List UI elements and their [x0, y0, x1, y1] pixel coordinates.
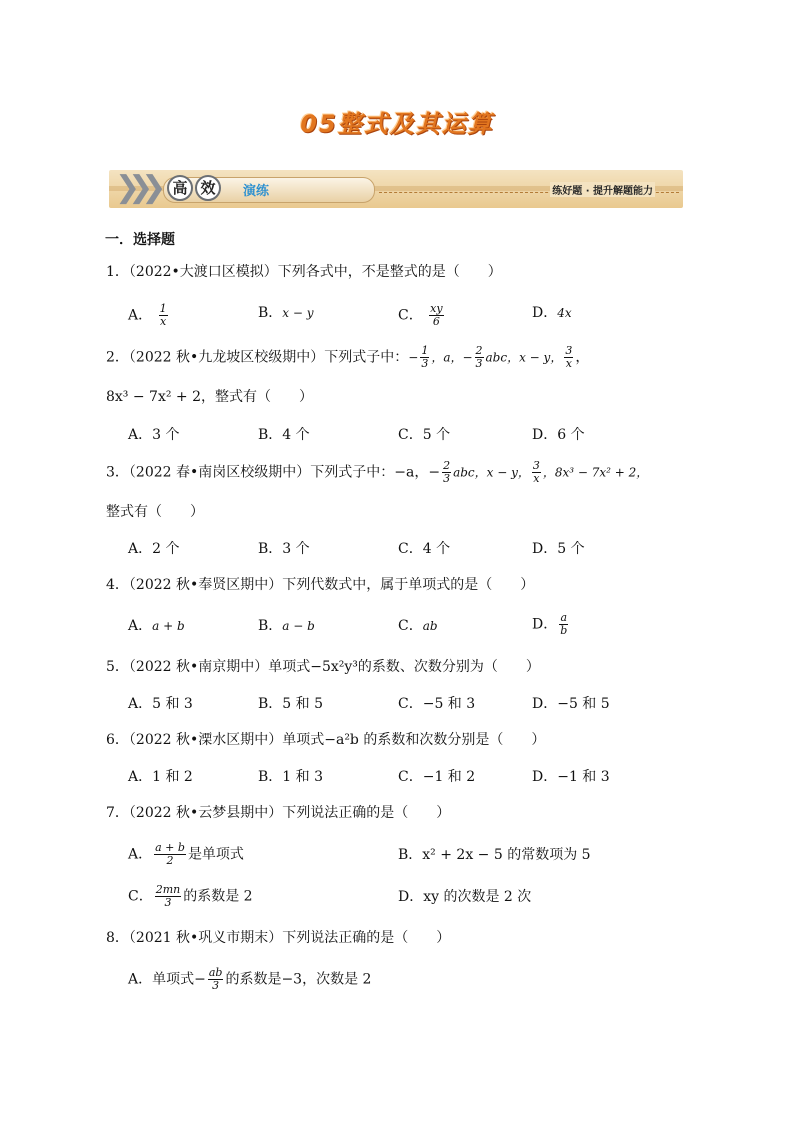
q1-option-a — [128, 303, 170, 328]
q4-b-expr: a − b — [282, 619, 315, 633]
q6-option-c: C．−1 和 2 — [398, 769, 476, 785]
q8-a-fraction — [208, 967, 224, 992]
q2-fraction-3 — [564, 345, 573, 370]
question-5-stem: 5．（2022 秋•南京期中）单项式−5x²y³的系数、次数分别为（ ） — [106, 659, 540, 675]
banner-char-2: 效 — [195, 175, 221, 201]
q1-option-c-fraction — [429, 303, 443, 328]
q1-option-a-label: A． — [128, 307, 153, 324]
banner-char-1: 高 — [167, 175, 193, 201]
q5-option-c: C．−5 和 3 — [398, 696, 476, 712]
q7-option-a — [128, 842, 244, 867]
q3-option-b: B．3 个 — [258, 541, 310, 557]
q1-option-d — [532, 303, 572, 323]
q8-a-tail: 的系数是−3，次数是 2 — [225, 971, 372, 988]
banner-slogan: 练好题 · 提升解题能力 — [550, 182, 655, 197]
q2-f2-num: 2 — [475, 344, 483, 357]
q2-fraction-1 — [420, 345, 429, 370]
q2-f1-num: 1 — [421, 344, 429, 357]
q7-option-b: B．x² + 2x − 5 的常数项为 5 — [398, 847, 591, 863]
q8-option-a — [128, 967, 371, 992]
section-heading: 一．选择题 — [105, 232, 175, 248]
q2-f1-den: 3 — [421, 357, 429, 370]
q4-a-label: A． — [128, 618, 153, 634]
q2-option-b: B．4 个 — [258, 427, 310, 443]
q4-c-label: C． — [398, 618, 423, 634]
q1-a-numerator: 1 — [159, 302, 167, 315]
chevron-decoration-icon: ❯❯❯ — [115, 170, 155, 205]
q2-fraction-2 — [475, 345, 484, 370]
q1-a-denominator: x — [159, 315, 167, 328]
q2-term-4: ， — [575, 349, 590, 366]
q7-c-tail: 的系数是 2 — [183, 888, 253, 905]
q4-d-num: a — [560, 611, 568, 624]
q7-a-num: a + b — [155, 841, 185, 854]
q3-f1-den: 3 — [443, 472, 451, 485]
q3-fraction-2 — [532, 460, 541, 485]
q1-option-a-fraction — [159, 303, 168, 328]
q1-c-denominator: 6 — [432, 315, 440, 328]
q2-f3-num: 3 — [565, 344, 573, 357]
q4-option-a — [128, 616, 185, 636]
q2-f3-den: x — [565, 357, 572, 370]
q4-d-label: D． — [532, 616, 558, 633]
q7-c-num: 2mn — [155, 883, 181, 896]
section-banner — [109, 170, 683, 208]
q2-stem-text: 2．（2022 秋•九龙坡区校级期中）下列式子中： — [106, 349, 409, 366]
q1-option-d-label: D． — [532, 305, 558, 321]
q6-option-a: A．1 和 2 — [128, 769, 193, 785]
q8-a-den: 3 — [212, 979, 220, 992]
q4-a-expr: a + b — [152, 619, 185, 633]
q1-option-b-expr: x − y — [282, 306, 314, 320]
q1-option-d-expr: 4x — [557, 306, 572, 320]
q7-c-den: 3 — [164, 896, 172, 909]
q4-d-fraction — [559, 612, 568, 637]
q5-option-d: D．−5 和 5 — [532, 696, 610, 712]
q7-c-label: C． — [128, 888, 153, 905]
q2-option-a: A．3 个 — [128, 427, 180, 443]
question-6-stem: 6．（2022 秋•溧水区期中）单项式−a²b 的系数和次数分别是（ ） — [106, 732, 546, 748]
q3-stem-text: 3．（2022 春•南岗区校级期中）下列式子中：−a，− — [106, 464, 441, 481]
q1-option-b — [258, 303, 314, 323]
question-4-stem: 4．（2022 秋•奉贤区期中）下列代数式中，属于单项式的是（ ） — [106, 577, 535, 593]
question-3-stem — [106, 460, 648, 485]
q1-option-c — [398, 303, 446, 328]
q2-term-3: abc，x − y， — [485, 350, 563, 365]
q2-line-2: 8x³ − 7x² + 2，整式有（ ） — [106, 389, 313, 405]
q1-option-c-label: C． — [398, 307, 423, 324]
q1-option-b-label: B． — [258, 305, 283, 321]
q4-option-d — [532, 612, 570, 637]
q7-a-label: A． — [128, 846, 153, 863]
q3-f1-num: 2 — [443, 459, 451, 472]
q8-a-num: ab — [208, 966, 223, 979]
banner-blue-text: 演练 — [243, 184, 270, 199]
q7-option-d: D．xy 的次数是 2 次 — [398, 889, 532, 905]
q7-c-fraction — [155, 884, 182, 909]
q4-option-c — [398, 616, 438, 636]
q4-b-label: B． — [258, 618, 283, 634]
q4-c-expr: ab — [422, 619, 438, 633]
q6-option-b: B．1 和 3 — [258, 769, 324, 785]
q3-option-d: D．5 个 — [532, 541, 585, 557]
q3-f2-num: 3 — [532, 459, 540, 472]
q3-fraction-1 — [442, 460, 451, 485]
q7-a-tail: 是单项式 — [187, 846, 244, 863]
q7-a-den: 2 — [166, 854, 174, 867]
q3-line-2: 整式有（ ） — [106, 504, 204, 520]
q3-f2-den: x — [533, 472, 540, 485]
question-1-stem: 1．（2022•大渡口区模拟）下列各式中，不是整式的是（ ） — [106, 264, 502, 280]
q6-option-d: D．−1 和 3 — [532, 769, 610, 785]
q2-term-2: ，a，− — [431, 350, 473, 365]
q3-option-a: A．2 个 — [128, 541, 180, 557]
q5-option-a: A．5 和 3 — [128, 696, 193, 712]
q2-option-d: D．6 个 — [532, 427, 585, 443]
question-8-stem: 8．（2021 秋•巩义市期末）下列说法正确的是（ ） — [106, 930, 451, 946]
q7-a-fraction — [154, 842, 186, 867]
q2-term-1-sign: − — [408, 350, 419, 365]
q2-f2-den: 3 — [475, 357, 483, 370]
question-7-stem: 7．（2022 秋•云梦县期中）下列说法正确的是（ ） — [106, 805, 451, 821]
q3-term-2: ，8x³ − 7x² + 2， — [542, 465, 649, 480]
q4-d-den: b — [560, 624, 568, 637]
q7-option-c — [128, 884, 253, 909]
q2-option-c: C．5 个 — [398, 427, 451, 443]
question-2-stem — [106, 345, 589, 370]
q3-option-c: C．4 个 — [398, 541, 451, 557]
q8-a-label: A．单项式− — [128, 971, 206, 988]
q4-option-b — [258, 616, 315, 636]
q5-option-b: B．5 和 5 — [258, 696, 324, 712]
page-title: 05整式及其运算 — [300, 110, 494, 138]
q1-c-numerator: xy — [430, 302, 443, 315]
q3-term-1: abc，x − y， — [453, 465, 530, 480]
